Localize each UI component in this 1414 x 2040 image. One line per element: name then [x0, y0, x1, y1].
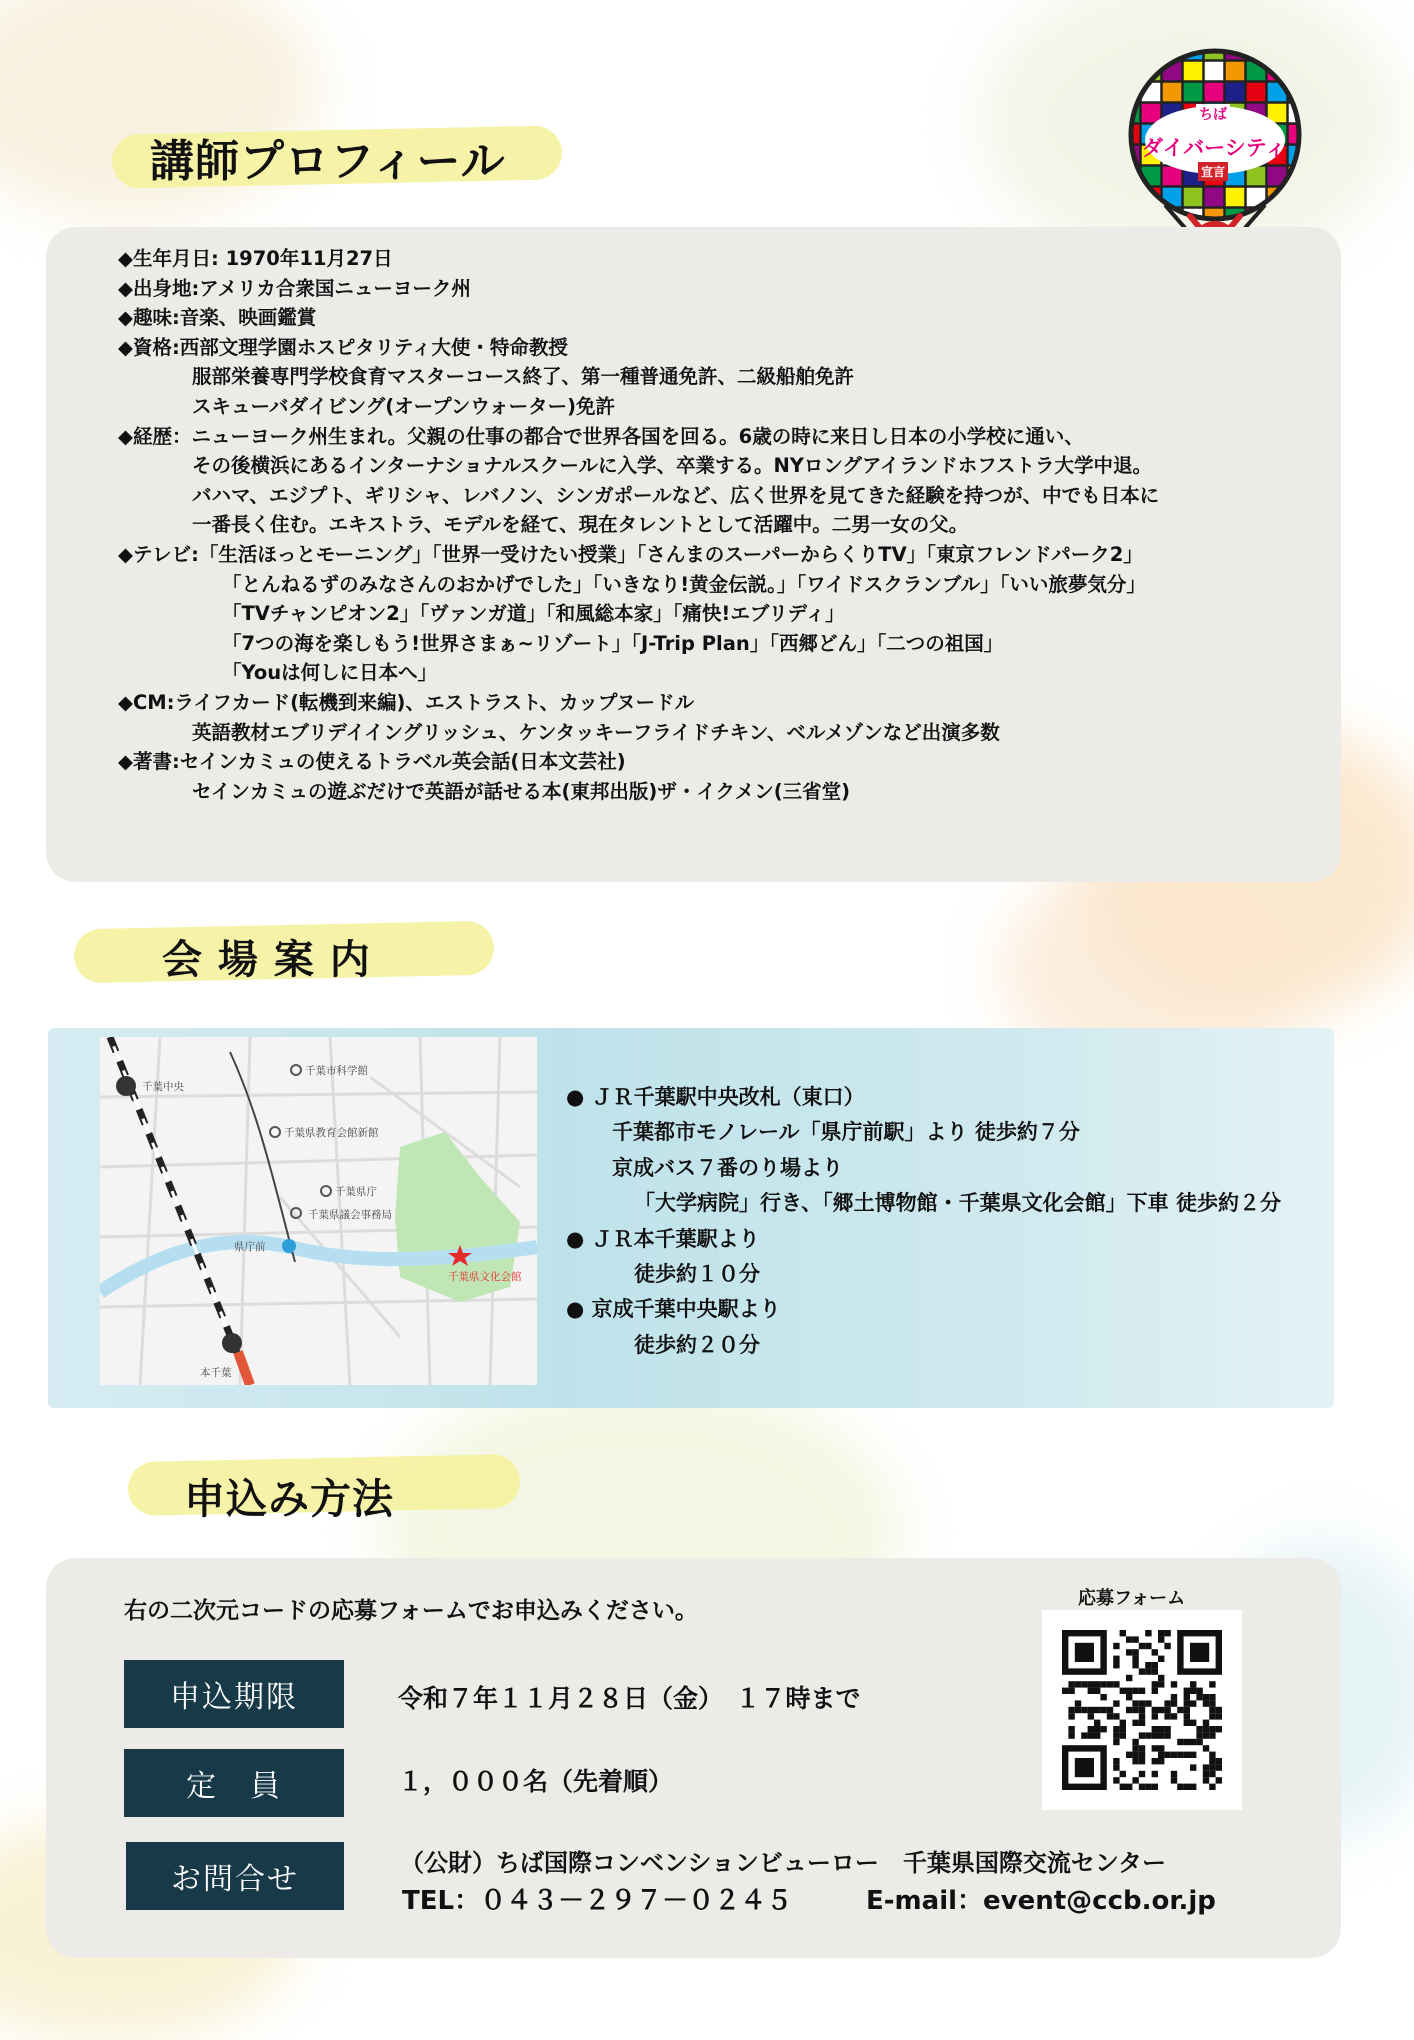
- profile-line: セインカミュの遊ぶだけで英語が話せる本(東邦出版)ザ・イクメン(三省堂): [192, 779, 851, 803]
- profile-line: スキューバダイビング(オープンウォーター)免許: [192, 394, 616, 418]
- profile-line: バハマ、エジプト、ギリシャ、レバノン、シンガポールなど、広く世界を見てきた経験を持つが、中でも日本に: [192, 483, 1160, 507]
- map-label-assembly-office: 千葉県議会事務局: [308, 1209, 392, 1221]
- logo-bottom-text: 宣言: [1198, 162, 1228, 181]
- venue-map: [100, 1037, 537, 1385]
- access-line: 徒歩約２０分: [634, 1332, 760, 1357]
- profile-line: 「Youは何しに日本へ」: [222, 661, 438, 685]
- profile-line: ◆生年月日: 1970年11月27日: [118, 247, 393, 270]
- capacity-value: １，０００名（先着順）: [398, 1767, 674, 1796]
- access-line: 京成バス７番のり場より: [612, 1155, 843, 1180]
- profile-line: その後横浜にあるインターナショナルスクールに入学、卒業する。NYロングアイランドホフストラ大学中退。: [192, 454, 1153, 478]
- profile-heading: 講師プロフィール: [150, 136, 506, 187]
- apply-heading: 申込み方法: [184, 1475, 394, 1523]
- contact-label: お問合せ: [126, 1842, 344, 1910]
- profile-line: ◆出身地:アメリカ合衆国ニューヨーク州: [118, 276, 471, 300]
- map-label-kenchomae: 県庁前: [234, 1241, 266, 1253]
- contact-tel: TEL：０４３－２９７－０２４５: [402, 1886, 793, 1916]
- map-label-chiba-chuo: 千葉中央: [142, 1081, 184, 1093]
- qr-caption: 応募フォーム: [1078, 1588, 1186, 1609]
- apply-intro-text: 右の二次元コードの応募フォームでお申込みください。: [124, 1598, 698, 1624]
- access-line: 徒歩約１０分: [634, 1262, 760, 1287]
- profile-list: [118, 244, 1318, 806]
- map-label-honchiba: 本千葉: [200, 1367, 232, 1379]
- qr-code[interactable]: [1042, 1610, 1242, 1810]
- profile-line: ◆テレビ:「生活ほっとモーニング」「世界一受けたい授業」「さんまのスーパーからくりTV」「東京フレンドパーク2」: [118, 542, 1143, 566]
- logo-top-text: ちば: [1196, 104, 1230, 124]
- profile-line: 「7つの海を楽しもう!世界さまぁ~リゾート」「J-Trip Plan」「西郷どん」「二つの祖国」: [222, 631, 1004, 655]
- profile-line: 「TVチャンピオン2」「ヴァンガ道」「和風総本家」「痛快!エブリディ」: [222, 602, 845, 626]
- qr-code-graphic: [1042, 1610, 1242, 1810]
- access-info: [566, 1080, 1346, 1363]
- contact-email: E-mail：event@ccb.or.jp: [866, 1886, 1216, 1916]
- map-label-education-hall: 千葉県教育会館新館: [284, 1127, 379, 1139]
- profile-line: ◆著書:セインカミュの使えるトラベル英会話(日本文芸社): [118, 750, 626, 774]
- profile-line: 一番長く住む。エキストラ、モデルを経て、現在タレントとして活躍中。二男一女の父。: [192, 513, 969, 537]
- logo-main-text: ダイバーシティ: [1142, 136, 1287, 160]
- profile-line: ◆趣味:音楽、映画鑑賞: [118, 306, 317, 330]
- deadline-label: 申込期限: [124, 1660, 344, 1728]
- capacity-label: 定 員: [124, 1749, 344, 1817]
- map-label-pref-office: 千葉県庁: [335, 1186, 377, 1198]
- access-line: ● ＪＲ本千葉駅より: [566, 1226, 760, 1251]
- access-line: 千葉都市モノレール「県庁前駅」より 徒歩約７分: [612, 1120, 1080, 1145]
- profile-line: 服部栄養専門学校食育マスターコース終了、第一種普通免許、二級船舶免許: [192, 365, 855, 389]
- access-line: 「大学病院」行き、「郷土博物館・千葉県文化会館」下車 徒歩約２分: [634, 1191, 1281, 1216]
- access-line: ● 京成千葉中央駅より: [566, 1297, 781, 1322]
- map-label-culture-hall: 千葉県文化会館: [448, 1271, 522, 1283]
- access-line: ● ＪＲ千葉駅中央改札（東口）: [566, 1085, 865, 1109]
- profile-line: 英語教材エブリデイイングリッシュ、ケンタッキーフライドチキン、ベルメゾンなど出演多数: [192, 720, 1000, 744]
- profile-line: 「とんねるずのみなさんのおかげでした」「いきなり!黄金伝説。」「ワイドスクランブル」「いい旅夢気分」: [222, 572, 1146, 596]
- profile-line: ◆資格:西部文理学園ホスピタリティ大使・特命教授: [118, 335, 568, 359]
- contact-org: （公財）ちば国際コンベンションビューロー 千葉県国際交流センター: [400, 1849, 1166, 1877]
- map-label-science-museum: 千葉市科学館: [305, 1065, 368, 1077]
- profile-line: ◆経歴：ニューヨーク州生まれ。父親の仕事の都合で世界各国を回る。6歳の時に来日し日本の小学校に通い、: [118, 424, 1084, 448]
- venue-heading: 会 場 案 内: [162, 937, 371, 983]
- deadline-value: 令和７年１１月２８日（金） １７時まで: [398, 1684, 861, 1713]
- profile-line: ◆CM:ライフカード(転機到来編)、エストラスト、カップヌードル: [118, 690, 695, 714]
